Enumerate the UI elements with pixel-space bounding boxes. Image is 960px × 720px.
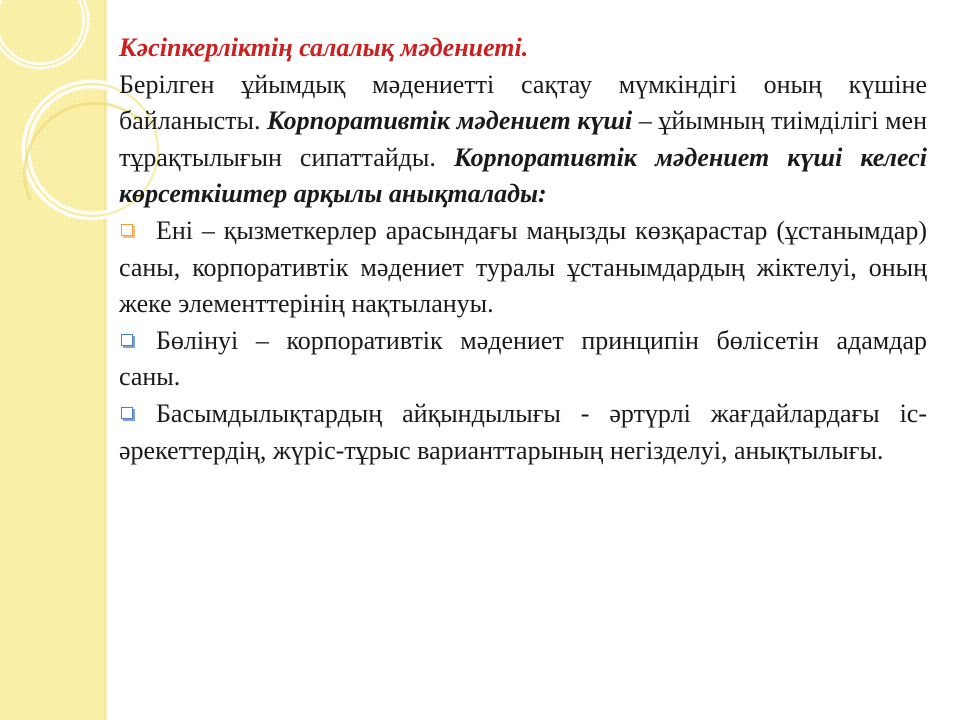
intro-paragraph (119, 67, 927, 213)
bullet-text: Басымдылықтардың айқындылығы - әртүрлі жағдайлардағы іс-әрекеттердің, жүріс-тұрыс варианттарының негізделуі, анықтылығы. (119, 398, 927, 465)
bullet-item (119, 323, 927, 396)
bullet-text: Ені – қызметкерлер арасындағы маңызды көзқарастар (ұстанымдар) саны, корпоративтік мәдениет туралы ұстанымдардың жіктелуі, оның жеке элементтерінің нақтылануы. (119, 215, 927, 319)
slide-title: Кәсіпкерліктің салалық мәдениеті. (119, 33, 529, 62)
intro-bold-term: Корпоративтік мәдениет күші (267, 106, 633, 136)
bullet-text: Бөлінуі – корпоративтік мәдениет принципін бөлісетін адамдар саны. (119, 325, 927, 392)
intro-text-1: Берілген ұйымдық мәдениетті сақтау мүмкіндігі оның күшіне байланысты. (119, 69, 927, 136)
bullet-item (119, 213, 927, 323)
square-bullet-icon (121, 407, 134, 420)
square-bullet-icon (121, 334, 134, 347)
intro-text-2: – ұйымның тиімділігі мен тұрақтылығын сипаттайды. (119, 106, 928, 172)
bullet-item (119, 396, 927, 469)
square-bullet-icon (121, 224, 134, 237)
intro-bold-statement: Корпоративтік мәдениет күші келесі көрсеткіштер арқылы анықталады: (119, 142, 927, 209)
slide-content (119, 30, 927, 469)
